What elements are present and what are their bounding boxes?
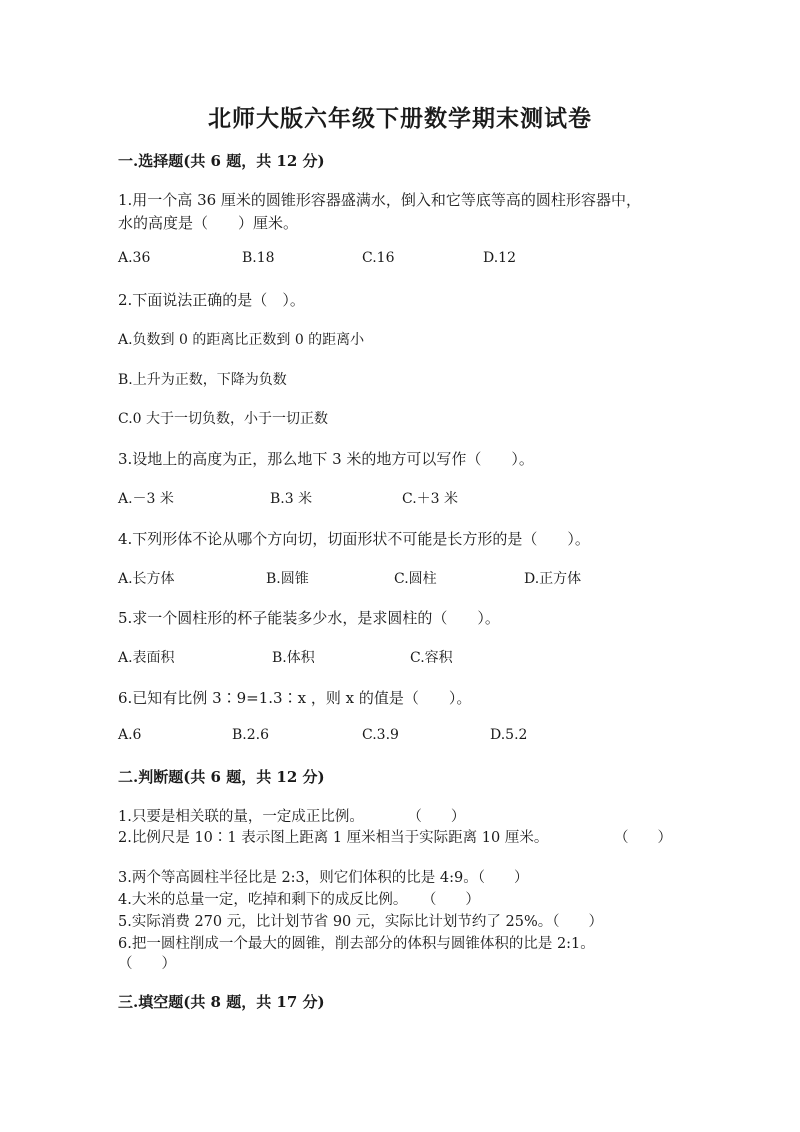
- question-3-option-c: C.＋3 米: [402, 491, 459, 507]
- judgment-item-1: 1.只要是相关联的量，一定成正比例。 （ ）: [118, 809, 466, 825]
- question-4-option-c: C.圆柱: [394, 571, 437, 587]
- question-4-option-d: D.正方体: [524, 571, 582, 587]
- question-2-option-b: B.上升为正数，下降为负数: [118, 372, 287, 388]
- question-6-option-d: D.5.2: [490, 727, 528, 743]
- question-5-option-c: C.容积: [410, 650, 453, 666]
- question-4-stem: 4.下列形体不论从哪个方向切，切面形状不可能是长方形的是（ ）。: [118, 530, 590, 548]
- question-1-option-a: A.36: [118, 250, 151, 266]
- judgment-item-5: 5.实际消费 270 元，比计划节省 90 元，实际比计划节约了 25%。（ ）: [118, 914, 603, 930]
- question-2-stem: 2.下面说法正确的是（ ）。: [118, 291, 305, 309]
- question-2-option-a: A.负数到 0 的距离比正数到 0 的距离小: [118, 332, 365, 348]
- question-2-option-c: C.0 大于一切负数，小于一切正数: [118, 411, 329, 427]
- judgment-item-6-paren: （ ）: [118, 956, 176, 972]
- question-5-option-a: A.表面积: [118, 650, 175, 666]
- question-1-option-c: C.16: [362, 250, 395, 266]
- question-6-option-a: A.6: [118, 727, 142, 743]
- question-3-stem: 3.设地上的高度为正，那么地下 3 米的地方可以写作（ ）。: [118, 450, 534, 468]
- question-3-option-b: B.3 米: [270, 491, 313, 507]
- section-heading-true-false: 二.判断题(共 6 题，共 12 分): [118, 768, 325, 786]
- question-1-line-2: 水的高度是（ ）厘米。: [118, 214, 299, 232]
- question-6-stem: 6.已知有比例 3∶9=1.3∶x ，则 x 的值是（ ）。: [118, 689, 472, 707]
- question-6-option-b: B.2.6: [232, 727, 270, 743]
- question-5-stem: 5.求一个圆柱形的杯子能装多少水，是求圆柱的（ ）。: [118, 609, 500, 627]
- question-4-option-b: B.圆锥: [266, 571, 309, 587]
- page-title: 北师大版六年级下册数学期末测试卷: [208, 105, 592, 132]
- judgment-item-4: 4.大米的总量一定，吃掉和剩下的成反比例。 （ ）: [118, 892, 480, 908]
- section-heading-multiple-choice: 一.选择题(共 6 题，共 12 分): [118, 152, 325, 170]
- judgment-item-2-paren: （ ）: [614, 830, 672, 846]
- judgment-item-3: 3.两个等高圆柱半径比是 2:3，则它们体积的比是 4:9。（ ）: [118, 870, 529, 886]
- section-heading-fill-in: 三.填空题(共 8 题，共 17 分): [118, 993, 325, 1011]
- question-1-option-b: B.18: [242, 250, 275, 266]
- judgment-item-2: 2.比例尺是 10∶1 表示图上距离 1 厘米相当于实际距离 10 厘米。: [118, 830, 549, 846]
- question-3-option-a: A.－3 米: [118, 491, 174, 507]
- question-1-line-1: 1.用一个高 36 厘米的圆锥形容器盛满水，倒入和它等底等高的圆柱形容器中，: [118, 191, 641, 209]
- question-1-option-d: D.12: [483, 250, 516, 266]
- question-6-option-c: C.3.9: [362, 727, 399, 743]
- question-5-option-b: B.体积: [272, 650, 315, 666]
- judgment-item-6: 6.把一圆柱削成一个最大的圆锥，削去部分的体积与圆锥体积的比是 2:1。: [118, 936, 595, 952]
- question-4-option-a: A.长方体: [118, 571, 175, 587]
